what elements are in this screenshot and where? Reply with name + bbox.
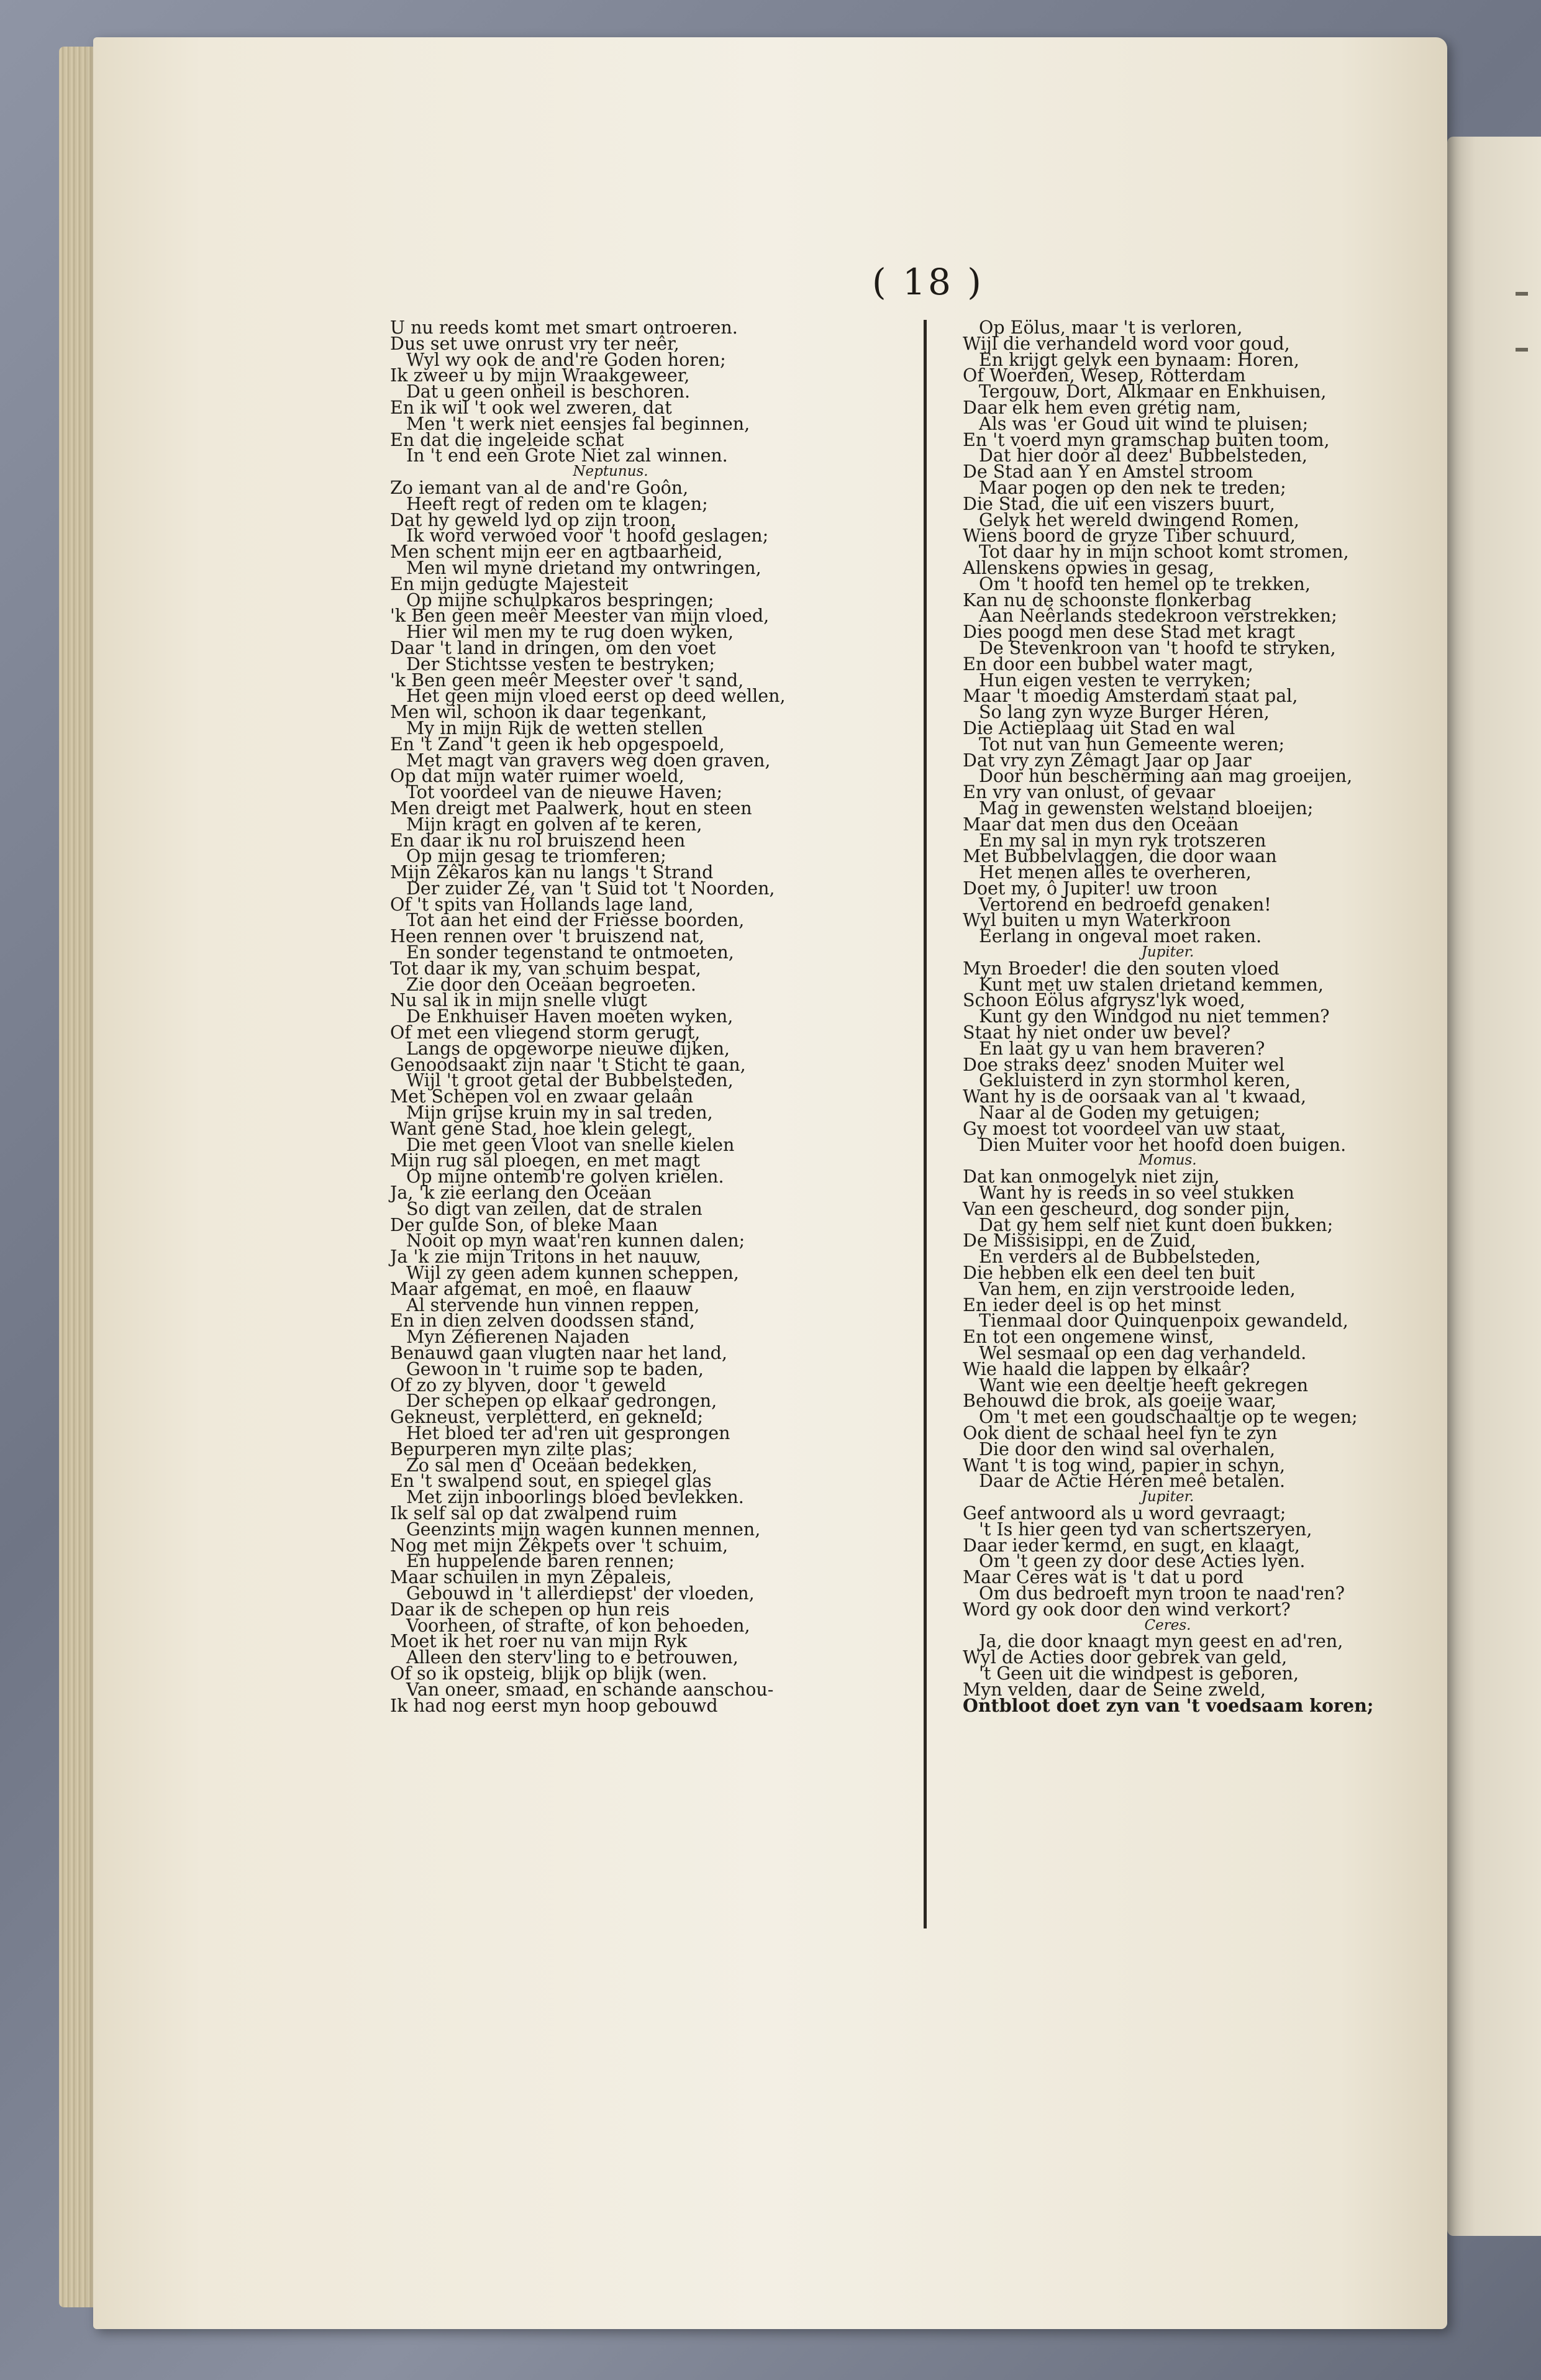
verse-line: Ja 'k zie mijn Tritons in het nauuw, — [390, 1247, 701, 1268]
verse-line: 'k Ben geen meêr Meester over 't sand, — [390, 670, 744, 691]
verse-line: Van oneer, smaad, en schande aanschou- — [406, 1679, 774, 1700]
verse-line: En vry van onlust, of gevaar — [963, 782, 1216, 803]
verse-line: Geenzints mijn wagen kunnen mennen, — [406, 1519, 761, 1540]
verse-line: Allenskens opwies in gesag, — [963, 557, 1214, 578]
verse-line: Gelyk het wereld dwingend Romen, — [979, 509, 1299, 530]
verse-line: Al stervende hun vinnen reppen, — [406, 1294, 700, 1315]
verse-line: Maar 't moedig Amsterdam staat pal, — [963, 686, 1298, 707]
verse-line: En sonder tegenstand te ontmoeten, — [406, 942, 734, 963]
verse-line: Benauwd gaan vlugten naar het land, — [390, 1343, 727, 1363]
verse-line: Nooit op myn waat'ren kunnen dalen; — [406, 1230, 745, 1251]
verse-line: Dat gy hem self niet kunt doen bukken; — [979, 1214, 1334, 1235]
speaker-heading: Jupiter. — [1141, 944, 1194, 961]
verse-line: Ja, die door knaagt myn geest en ad'ren, — [979, 1631, 1343, 1652]
verse-line: Tot daar ik my, van schuim bespat, — [390, 958, 701, 979]
verse-line: Nog met mijn Zêkpets over 't schuim, — [390, 1535, 729, 1556]
verse-line: Wie haald die lappen by elkaâr? — [963, 1358, 1250, 1379]
column-divider-rule — [924, 320, 927, 1928]
verse-line: Tot daar hy in mijn schoot komt stromen, — [979, 542, 1349, 563]
verse-line: Staat hy niet onder uw bevel? — [963, 1022, 1231, 1043]
verse-line: So digt van zeilen, dat de stralen — [406, 1198, 702, 1219]
verse-line: De Stevenkroon van 't hoofd te stryken, — [979, 637, 1336, 658]
verse-line: Want hy is de oorsaak van al 't kwaad, — [963, 1086, 1307, 1107]
verse-line: Dus set uwe onrust vry ter neêr, — [390, 333, 680, 354]
verse-line: Met Schepen vol en zwaar gelaân — [390, 1086, 694, 1107]
verse-line: Het bloed ter ad'ren uit gesprongen — [406, 1422, 730, 1443]
verse-line: Dies poogd men dese Stad met kragt — [963, 622, 1295, 643]
verse-line: De Enkhuiser Haven moeten wyken, — [406, 1006, 734, 1027]
verse-line: Der zuider Zé, van 't Suid tot 't Noorden, — [406, 878, 775, 899]
left-text-column — [390, 317, 906, 1716]
speaker-heading: Neptunus. — [573, 463, 648, 480]
verse-line: Op dat mijn water ruimer woeld, — [390, 766, 684, 787]
verse-line: Hun eigen vesten te verryken; — [979, 670, 1252, 691]
verse-line: En laat gy u van hem braveren? — [979, 1038, 1265, 1059]
verse-line: Mijn Zêkaros kan nu langs 't Strand — [390, 862, 714, 883]
verse-line: Om 't geen zy door dese Acties lyen. — [979, 1551, 1306, 1572]
verse-line: Alleen den sterv'ling to e betrouwen, — [406, 1647, 739, 1668]
verse-line: En huppelende baren rennen; — [406, 1551, 675, 1572]
verse-line: Tot aan het eind der Friesse boorden, — [406, 910, 745, 931]
verse-line: Mijn grijse kruin my in sal treden, — [406, 1102, 713, 1124]
verse-line: En tot een ongemene winst, — [963, 1327, 1214, 1348]
verse-line: En 't swalpend sout, en spiegel glas — [390, 1471, 712, 1492]
verse-line: Eerlang in ongeval moet raken. — [979, 926, 1262, 947]
verse-line: Der gulde Son, of bleke Maan — [390, 1214, 658, 1235]
verse-line: Met Bubbelvlaggen, die door waan — [963, 846, 1277, 867]
verse-line: Of so ik opsteig, blijk op blijk (wen. — [390, 1663, 707, 1684]
facing-page-edge — [1447, 137, 1541, 2236]
verse-line: Bepurperen myn zilte plas; — [390, 1438, 633, 1460]
verse-line: Word gy ook door den wind verkort? — [963, 1599, 1291, 1620]
verse-line: Daar elk hem even grétig nam, — [963, 397, 1242, 418]
verse-line: Men dreigt met Paalwerk, hout en steen — [390, 797, 752, 819]
verse-line: Kan nu de schoonste flonkerbag — [963, 589, 1252, 611]
verse-line: Dat kan onmogelyk niet zijn, — [963, 1166, 1220, 1188]
facing-page-mark — [1516, 348, 1528, 352]
verse-line: 't Geen uit die windpest is geboren, — [979, 1663, 1299, 1684]
verse-line: En ieder deel is op het minst — [963, 1294, 1221, 1315]
verse-line: En krijgt gelyk een bynaam: Horen, — [979, 349, 1299, 370]
verse-line: Met magt van gravers weg doen graven, — [406, 750, 771, 771]
verse-line: Want wie een deeltje heeft gekregen — [979, 1374, 1309, 1396]
verse-line: Men schent mijn eer en agtbaarheid, — [390, 542, 723, 563]
verse-line: Het geen mijn vloed eerst op deed wellen, — [406, 686, 786, 707]
verse-line: Wijl zy geen adem kunnen scheppen, — [406, 1263, 739, 1284]
verse-line: Daar ieder kermd, en sugt, en klaagt, — [963, 1535, 1300, 1556]
verse-line: Gekneust, verpletterd, en gekneld; — [390, 1407, 704, 1428]
verse-line: Of met een vliegend storm gerugt, — [390, 1022, 701, 1043]
verse-line: En door een bubbel water magt, — [963, 653, 1253, 674]
verse-line: De Missisippi, en de Zuid, — [963, 1230, 1196, 1251]
verse-line: Maar dat men dus den Oceäan — [963, 814, 1239, 835]
verse-line: Ontbloot doet zyn van 't voedsaam koren; — [963, 1694, 1374, 1716]
page-number-header: ( 18 ) — [872, 261, 984, 303]
verse-line: Dat hy geweld lyd op zijn troon, — [390, 509, 676, 530]
verse-line: Dat vry zyn Zêmagt Jaar op Jaar — [963, 750, 1252, 771]
verse-line: En 't voerd myn gramschap buiten toom, — [963, 429, 1330, 450]
verse-line: Door hun bescherming aan mag groeijen, — [979, 766, 1353, 787]
verse-line: Mijn kragt en golven af te keren, — [406, 814, 702, 835]
verse-line: Myn Zéfierenen Najaden — [406, 1327, 630, 1348]
verse-line: Die Stad, die uit een viszers buurt, — [963, 493, 1275, 514]
verse-line: Op mijne schulpkaros bespringen; — [406, 589, 714, 611]
verse-line: Gekluisterd in zyn stormhol keren, — [979, 1070, 1291, 1091]
verse-line: Heen rennen over 't bruiszend nat, — [390, 926, 705, 947]
speaker-heading: Jupiter. — [1141, 1489, 1194, 1506]
verse-line: Ook dient de schaal heel fyn te zyn — [963, 1422, 1278, 1443]
right-text-column — [963, 317, 1447, 1716]
verse-line: Of Woerden, Wesep, Rotterdam — [963, 365, 1246, 386]
verse-line: En verders al de Bubbelsteden, — [979, 1247, 1261, 1268]
verse-line: Om dus bedroeft myn troon te naad'ren? — [979, 1583, 1345, 1604]
verse-line: Van hem, en zijn verstrooide leden, — [979, 1278, 1296, 1299]
verse-line: In 't end een Grote Niet zal winnen. — [406, 445, 728, 466]
verse-line: Dat u geen onheil is beschoren. — [406, 381, 691, 402]
speaker-heading: Ceres. — [1144, 1617, 1191, 1633]
verse-line: Heeft regt of reden om te klagen; — [406, 493, 708, 514]
verse-line: U nu reeds komt met smart ontroeren. — [390, 317, 738, 338]
verse-line: Der Stichtsse vesten te bestryken; — [406, 653, 716, 674]
verse-line: Daar 't land in dringen, om den voet — [390, 637, 716, 658]
verse-line: Het menen alles te overheren, — [979, 862, 1252, 883]
verse-line: Ik word verwoed voor 't hoofd geslagen; — [406, 525, 769, 547]
verse-line: Gewoon in 't ruime sop te baden, — [406, 1358, 704, 1379]
verse-line: Wyl de Acties door gebrek van geld, — [963, 1647, 1288, 1668]
verse-line: Tot nut van hun Gemeente weren; — [979, 734, 1285, 755]
verse-line: Men 't werk niet eensjes fal beginnen, — [406, 413, 750, 434]
verse-line: Behouwd die brok, als goeije waar, — [963, 1391, 1276, 1412]
verse-line: Wijl die verhandeld word voor goud, — [963, 333, 1290, 354]
speaker-heading: Momus. — [1139, 1152, 1197, 1169]
verse-line: 't Is hier geen tyd van schertszeryen, — [979, 1519, 1312, 1540]
verse-line: Men wil, schoon ik daar tegenkant, — [390, 702, 707, 723]
verse-line: Langs de opgeworpe nieuwe dijken, — [406, 1038, 730, 1059]
verse-line: Doet my, ô Jupiter! uw troon — [963, 878, 1218, 899]
verse-line: Ik had nog eerst myn hoop gebouwd — [390, 1695, 718, 1716]
verse-line: Die met geen Vloot van snelle kielen — [406, 1134, 735, 1155]
verse-line: Der schepen op elkaar gedrongen, — [406, 1391, 717, 1412]
verse-line: Wel sesmaal op een dag verhandeld. — [979, 1343, 1307, 1363]
verse-line: Tergouw, Dort, Alkmaar en Enkhuisen, — [979, 381, 1327, 402]
verse-line: Vertorend en bedroefd genaken! — [979, 894, 1271, 915]
verse-line: Op mijne ontemb're golven krielen. — [406, 1166, 724, 1188]
verse-line: Zo sal men d' Oceäan bedekken, — [406, 1455, 698, 1476]
verse-line: Zo iemant van al de and're Goôn, — [390, 477, 689, 498]
verse-line: Hier wil men my te rug doen wyken, — [406, 622, 734, 643]
verse-line: Want 't is tog wind, papier in schyn, — [963, 1455, 1286, 1476]
verse-line: 'k Ben geen meêr Meester van mijn vloed, — [390, 606, 770, 627]
verse-line: Myn velden, daar de Seine zweld, — [963, 1679, 1266, 1700]
verse-line: Daar ik de schepen op hun reis — [390, 1599, 670, 1620]
verse-line: En ik wil 't ook wel zweren, dat — [390, 397, 672, 418]
verse-line: Ik self sal op dat zwalpend ruim — [390, 1502, 678, 1524]
verse-line: En in dien zelven doodssen stand, — [390, 1310, 695, 1332]
verse-line: Geef antwoord als u word gevraagt; — [963, 1502, 1286, 1524]
verse-line: Maar afgemat, en moê, en flaauw — [390, 1278, 692, 1299]
verse-line: Schoon Eölus afgrysz'lyk woed, — [963, 990, 1245, 1011]
verse-line: Van een gescheurd, dog sonder pijn, — [963, 1198, 1291, 1219]
verse-line: Om 't hoofd ten hemel op te trekken, — [979, 573, 1311, 594]
verse-line: Wijl 't groot getal der Bubbelsteden, — [406, 1070, 734, 1091]
verse-line: Als was 'er Goud uit wind te pluisen; — [979, 413, 1309, 434]
verse-line: My in mijn Rijk de wetten stellen — [406, 717, 704, 738]
verse-line: Naar al de Goden my getuigen; — [979, 1102, 1260, 1124]
verse-line: Of 't spits van Hollands lage land, — [390, 894, 694, 915]
verse-line: Op Eölus, maar 't is verloren, — [979, 317, 1243, 338]
verse-line: Kunt gy den Windgod nu niet temmen? — [979, 1006, 1330, 1027]
verse-line: En mijn gedugte Majesteit — [390, 573, 629, 594]
verse-line: Op mijn gesag te triomferen; — [406, 846, 666, 867]
facing-page-mark — [1516, 292, 1528, 296]
verse-line: Gy moest tot voordeel van uw staat, — [963, 1118, 1286, 1139]
verse-line: Moet ik het roer nu van mijn Ryk — [390, 1631, 688, 1652]
verse-line: Die door den wind sal overhalen, — [979, 1438, 1276, 1460]
verse-line: Of zo zy blyven, door 't geweld — [390, 1374, 666, 1396]
verse-line: Genoodsaakt zijn naar 't Sticht te gaan, — [390, 1054, 746, 1075]
verse-line: Doe straks deez' snoden Muiter wel — [963, 1054, 1285, 1075]
verse-line: Voorheen, of strafte, of kon behoeden, — [406, 1615, 750, 1636]
verse-line: Wyl buiten u myn Waterkroon — [963, 910, 1231, 931]
verse-line: Myn Broeder! die den souten vloed — [963, 958, 1280, 979]
verse-line: Aan Neêrlands stedekroon verstrekken; — [979, 606, 1337, 627]
verse-line: Daar de Actie Héren meê betalen. — [979, 1471, 1286, 1492]
verse-line: Nu sal ik in mijn snelle vlugt — [390, 990, 647, 1011]
verse-line: Dien Muiter voor het hoofd doen buigen. — [979, 1134, 1347, 1155]
verse-line: En daar ik nu rol bruiszend heen — [390, 830, 686, 851]
verse-line: Maar pogen op den nek te treden; — [979, 477, 1286, 498]
verse-line: Die hebben elk een deel ten buit — [963, 1263, 1255, 1284]
verse-line: Kunt met uw stalen drietand kemmen, — [979, 974, 1324, 995]
verse-line: Tienmaal door Quinquenpoix gewandeld, — [979, 1310, 1348, 1332]
verse-line: Met zijn inboorlings bloed bevlekken. — [406, 1487, 744, 1508]
verse-line: Want gene Stad, hoe klein gelegt, — [390, 1118, 693, 1139]
verse-line: Men wil myne drietand my ontwringen, — [406, 557, 761, 578]
verse-line: Om 't met een goudschaaltje op te wegen; — [979, 1407, 1358, 1428]
verse-line: Mag in gewensten welstand bloeijen; — [979, 797, 1314, 819]
verse-line: Ik zweer u by mijn Wraakgeweer, — [390, 365, 690, 386]
verse-line: Tot voordeel van de nieuwe Haven; — [406, 782, 723, 803]
verse-line: En my sal in myn ryk trotszeren — [979, 830, 1266, 851]
verse-line: De Stad aan Y en Amstel stroom — [963, 461, 1253, 483]
verse-line: Want hy is reeds in so veel stukken — [979, 1183, 1294, 1204]
verse-line: Dat hier door al deez' Bubbelsteden, — [979, 445, 1307, 466]
verse-line: Ja, 'k zie eerlang den Oceäan — [390, 1183, 652, 1204]
verse-line: Mijn rug sal ploegen, en met magt — [390, 1150, 700, 1171]
verse-line: Zie door den Oceäan begroeten. — [406, 974, 696, 995]
verse-line: Maar Ceres wat is 't dat u pord — [963, 1567, 1244, 1588]
verse-line: Maar schuilen in myn Zêpaleis, — [390, 1567, 672, 1588]
verse-line: En 't Zand 't geen ik heb opgespoeld, — [390, 734, 725, 755]
verse-line: Wiens boord de gryze Tiber schuurd, — [963, 525, 1296, 547]
verse-line: Wyl wy ook de and're Goden horen; — [406, 349, 726, 370]
verse-line: Gebouwd in 't allerdiepst' der vloeden, — [406, 1583, 755, 1604]
verse-line: So lang zyn wyze Burger Héren, — [979, 702, 1270, 723]
verse-line: Die Actieplaag uit Stad en wal — [963, 717, 1235, 738]
verse-line: En dat die ingeleide schat — [390, 429, 624, 450]
